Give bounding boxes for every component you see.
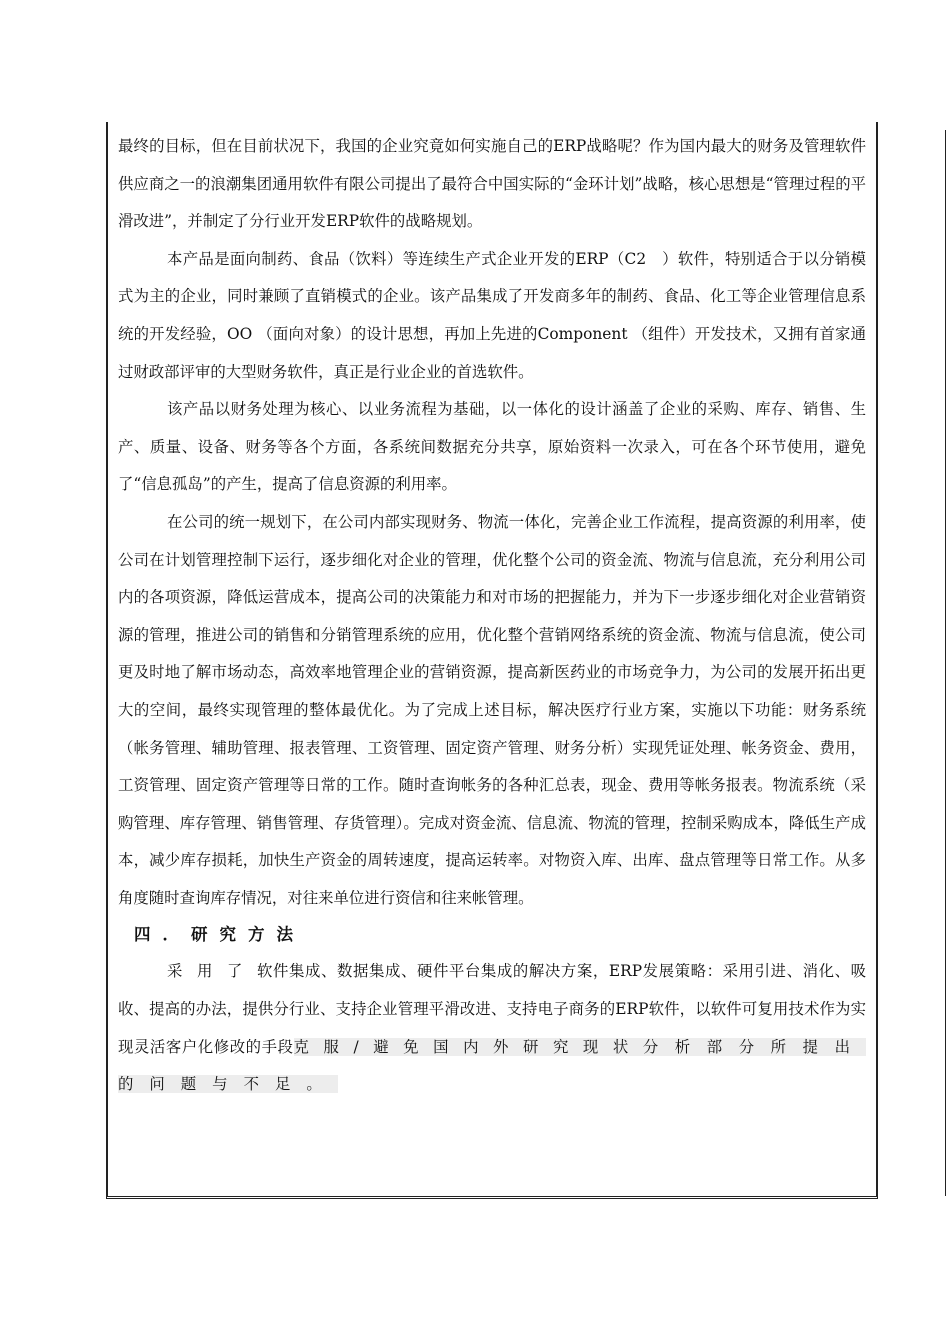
method-body-text: 软件集成、数据集成、硬件平台集成的解决方案，ERP发展策略：采用引进、消化、吸收、提高的办法，提供分行业、支持企业管理平滑改进、支持电子商务的ERP软件，以软件可复用技术作为实现灵活客户化修改的手段 bbox=[118, 962, 866, 1056]
method-shaded-text-a: 克服/避免国内外研究现状 bbox=[293, 1037, 643, 1056]
paragraph-implementation-goals: 在公司的统一规划下，在公司内部实现财务、物流一体化，完善企业工作流程，提高资源的利用率，使公司在计划管理控制下运行，逐步细化对企业的管理，优化整个公司的资金流、物流与信息流，充分利用公司内的各项资源，降低运营成本，提高公司的决策能力和对市场的把握能力，并为下一步逐步细化对企业营销资源的管理，推进公司的销售和分销管理系统的应用，优化整个营销网络系统的资金流、物流与信息流，使公司更及时地了解市场动态，高效率地管理企业的营销资源，提高新医药业的市场竞争力，为公司的发展开拓出更大的空间，最终实现管理的整体最优化。为了完成上述目标，解决医疗行业方案，实施以下功能：财务系统（帐务管理、辅助管理、报表管理、工资管理、固定资产管理、财务分析）实现凭证处理、帐务资金、费用，工资管理、固定资产管理等日常的工作。随时查询帐务的各种汇总表，现金、费用等帐务报表。物流系统（采购管理、库存管理、销售管理、存货管理）。完成对资金流、信息流、物流的管理，控制采购成本，降低生产成本，减少库存损耗，加快生产资金的周转速度，提高运转率。对物资入库、出库、盘点管理等日常工作。从多角度随时查询库存情况，对往来单位进行资信和往来帐管理。 bbox=[118, 512, 866, 907]
paragraph-research-method bbox=[118, 953, 866, 1103]
method-lead-text: 采用了 bbox=[167, 962, 257, 981]
paragraph-product-intro: 本产品是面向制药、食品（饮料）等连续生产式企业开发的ERP（C2 ）软件，特别适合于以分销模式为主的企业，同时兼顾了直销模式的企业。该产品集成了开发商多年的制药、食品、化工等企业管理信息系统的开发经验，OO （面向对象）的设计思想，再加上先进的Component （组件）开发技术，又拥有首家通过财政部评审的大型财务软件，真正是行业企业的首选软件。 bbox=[118, 249, 866, 381]
page-margin-line bbox=[945, 130, 946, 1196]
method-shaded-text-b: 分析部分所提出的问题与不足。 bbox=[118, 1037, 866, 1094]
section-heading-research-method: 四．研究方法 bbox=[134, 925, 305, 945]
paragraph-erp-strategy: 最终的目标，但在目前状况下，我国的企业究竟如何实施自己的ERP战略呢？作为国内最大的财务及管理软件供应商之一的浪潮集团通用软件有限公司提出了最符合中国实际的“金环计划”战略，核心思想是“管理过程的平滑改进”，并制定了分行业开发ERP软件的战略规划。 bbox=[118, 137, 866, 231]
paragraph-product-scope: 该产品以财务处理为核心、以业务流程为基础，以一体化的设计涵盖了企业的采购、库存、销售、生产、质量、设备、财务等各个方面，各系统间数据充分共享，原始资料一次录入，可在各个环节使用，避免了“信息孤岛”的产生，提高了信息资源的利用率。 bbox=[118, 400, 866, 494]
document-body bbox=[118, 128, 866, 1104]
